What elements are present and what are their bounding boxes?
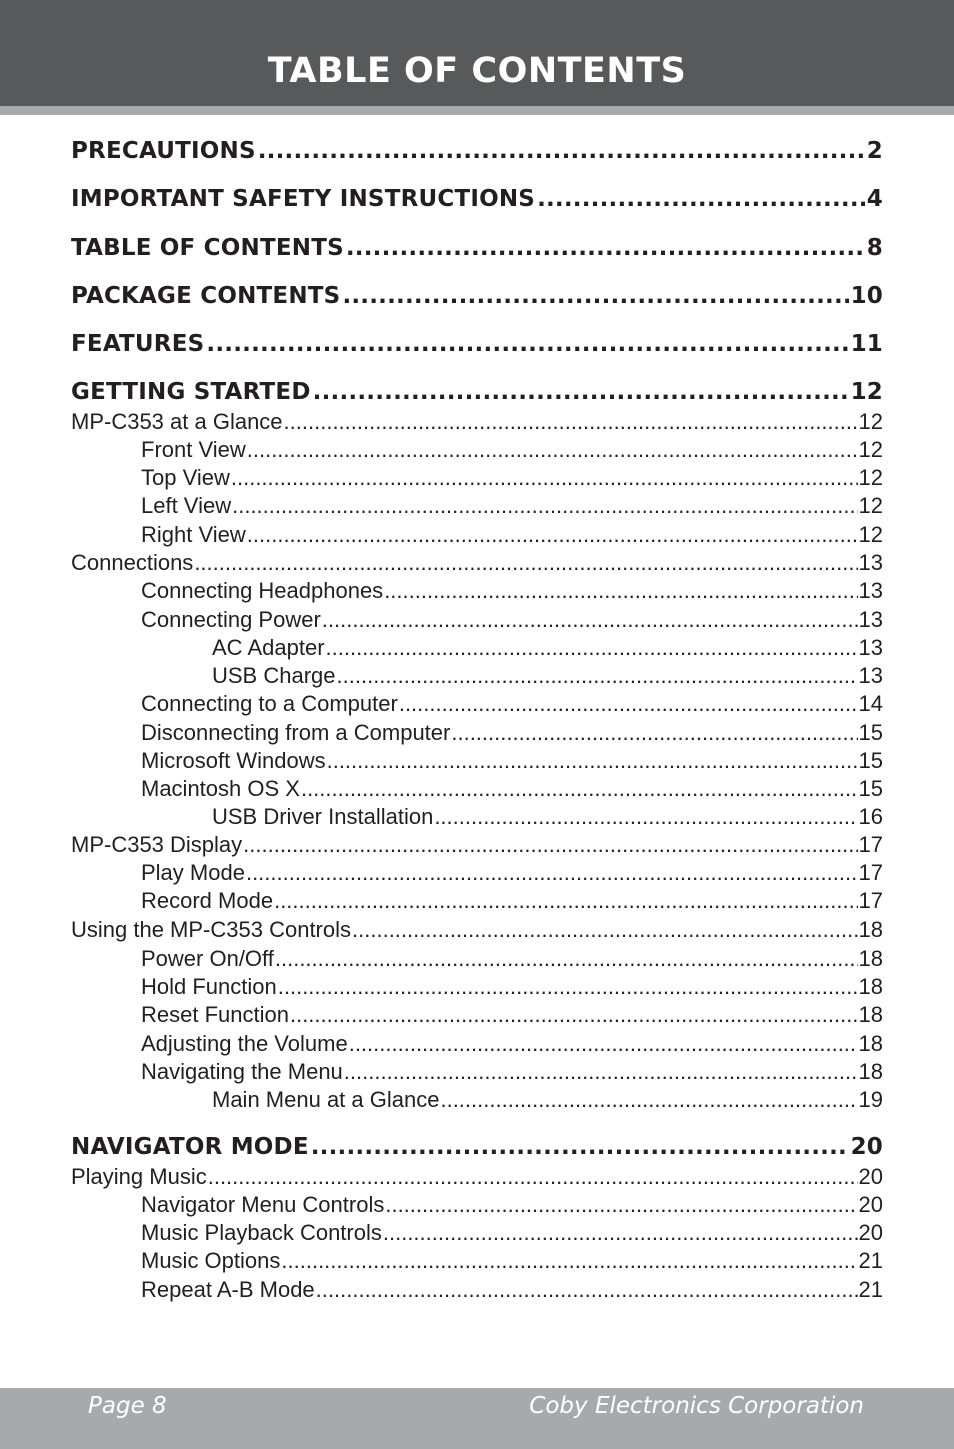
dot-leader <box>274 887 857 915</box>
toc-entry-title: Reset Function <box>141 1002 289 1027</box>
toc-entry-page-number: 18 <box>858 946 883 971</box>
toc-subentry[interactable] <box>141 1276 883 1304</box>
page-title: TABLE OF CONTENTS <box>267 51 687 91</box>
toc-entry-page-number: 13 <box>858 607 883 632</box>
dot-leader <box>301 775 858 803</box>
toc-subentry[interactable] <box>212 634 883 662</box>
dot-leader <box>278 973 858 1001</box>
footer-company-name: Coby Electronics Corporation <box>529 1393 864 1419</box>
toc-entry-title: AC Adapter <box>212 635 325 660</box>
dot-leader <box>352 916 858 944</box>
toc-subentry[interactable] <box>141 492 883 520</box>
dot-leader <box>384 577 857 605</box>
toc-section-entry[interactable] <box>71 233 883 263</box>
toc-entry-title: Connecting to a Computer <box>141 691 398 716</box>
toc-entry-title: Microsoft Windows <box>141 748 326 773</box>
toc-entry-title: Front View <box>141 437 246 462</box>
toc-subentry[interactable] <box>141 887 883 915</box>
toc-entry-title: Macintosh OS X <box>141 776 300 801</box>
toc-entry-title: IMPORTANT SAFETY INSTRUCTIONS <box>71 186 536 212</box>
toc-entry-page-number: 21 <box>858 1248 883 1273</box>
toc-entry-page-number: 4 <box>866 186 883 212</box>
toc-entry-page-number: 12 <box>850 379 883 405</box>
toc-entry-page-number: 2 <box>866 138 883 164</box>
toc-subentry[interactable] <box>141 945 883 973</box>
dot-leader <box>311 1132 849 1162</box>
toc-entry-page-number: 12 <box>858 409 883 434</box>
toc-entry-title: USB Driver Installation <box>212 804 434 829</box>
toc-section-entry[interactable] <box>71 329 883 359</box>
toc-entry-title: Top View <box>141 465 230 490</box>
toc-entry-title: Navigator Menu Controls <box>141 1192 385 1217</box>
dot-leader <box>258 136 865 166</box>
dot-leader <box>281 1247 857 1275</box>
dot-leader <box>383 1219 858 1247</box>
toc-subentry[interactable] <box>212 1086 883 1114</box>
toc-entry-page-number: 12 <box>858 437 883 462</box>
toc-subentry[interactable] <box>141 1247 883 1275</box>
toc-section-entry[interactable] <box>71 136 883 166</box>
toc-entry-title: Connecting Headphones <box>141 578 384 603</box>
dot-leader <box>399 690 858 718</box>
toc-subentry[interactable] <box>71 408 883 436</box>
dot-leader <box>247 521 858 549</box>
dot-leader <box>344 1058 858 1086</box>
toc-entry-title: Main Menu at a Glance <box>212 1087 440 1112</box>
toc-entry-title: Left View <box>141 493 232 518</box>
dot-leader <box>434 803 857 831</box>
toc-entry-title: Music Options <box>141 1248 281 1273</box>
dot-leader <box>451 719 857 747</box>
dot-leader <box>337 662 858 690</box>
header-divider <box>0 106 954 115</box>
dot-leader <box>316 1276 858 1304</box>
dot-leader <box>194 549 857 577</box>
toc-subentry[interactable] <box>71 549 883 577</box>
dot-leader <box>247 436 858 464</box>
toc-subentry[interactable] <box>141 1058 883 1086</box>
toc-entry-title: Record Mode <box>141 888 274 913</box>
toc-entry-page-number: 18 <box>858 1031 883 1056</box>
toc-entry-title: MP-C353 at a Glance <box>71 409 283 434</box>
dot-leader <box>246 859 858 887</box>
toc-subentry[interactable] <box>71 1163 883 1191</box>
toc-entry-page-number: 17 <box>858 832 883 857</box>
toc-entry-page-number: 16 <box>858 804 883 829</box>
toc-subentry[interactable] <box>212 803 883 831</box>
dot-leader <box>313 377 849 407</box>
toc-entry-title: Disconnecting from a Computer <box>141 720 451 745</box>
toc-entry-title: USB Charge <box>212 663 336 688</box>
dot-leader <box>440 1086 857 1114</box>
toc-entry-title: MP-C353 Display <box>71 832 243 857</box>
dot-leader <box>342 281 848 311</box>
toc-section-entry[interactable] <box>71 377 883 407</box>
toc-entry-page-number: 20 <box>858 1192 883 1217</box>
toc-entry-title: Right View <box>141 522 246 547</box>
toc-entry-page-number: 20 <box>858 1164 883 1189</box>
toc-entry-title: Connecting Power <box>141 607 321 632</box>
toc-entry-page-number: 13 <box>858 550 883 575</box>
toc-entry-title: Using the MP-C353 Controls <box>71 917 352 942</box>
toc-entry-title: NAVIGATOR MODE <box>71 1134 309 1160</box>
toc-subentry[interactable] <box>141 1030 883 1058</box>
dot-leader <box>290 1001 858 1029</box>
dot-leader <box>231 464 858 492</box>
toc-entry-title: Adjusting the Volume <box>141 1031 348 1056</box>
toc-entry-title: Hold Function <box>141 974 277 999</box>
dot-leader <box>385 1191 857 1219</box>
toc-entry-title: Connections <box>71 550 194 575</box>
toc-entry-title: PACKAGE CONTENTS <box>71 283 341 309</box>
toc-entry-page-number: 15 <box>858 720 883 745</box>
toc-entry-title: Music Playback Controls <box>141 1220 382 1245</box>
toc-entry-page-number: 12 <box>858 522 883 547</box>
toc-entry-page-number: 18 <box>858 974 883 999</box>
dot-leader <box>346 233 865 263</box>
toc-entry-page-number: 15 <box>858 776 883 801</box>
dot-leader <box>206 329 848 359</box>
footer-page-number: Page 8 <box>88 1393 167 1419</box>
dot-leader <box>537 184 865 214</box>
toc-entry-title: Playing Music <box>71 1164 207 1189</box>
toc-subentry[interactable] <box>141 690 883 718</box>
toc-entry-page-number: 20 <box>858 1220 883 1245</box>
toc-subentry[interactable] <box>141 775 883 803</box>
toc-subentry[interactable] <box>71 916 883 944</box>
toc-entry-page-number: 18 <box>858 1059 883 1084</box>
toc-subentry[interactable] <box>141 1001 883 1029</box>
dot-leader <box>349 1030 858 1058</box>
dot-leader <box>327 747 858 775</box>
dot-leader <box>275 945 858 973</box>
dot-leader <box>232 492 857 520</box>
toc-subentry[interactable] <box>141 436 883 464</box>
toc-entry-page-number: 12 <box>858 493 883 518</box>
toc-subentry[interactable] <box>141 1191 883 1219</box>
toc-entry-page-number: 8 <box>866 235 883 261</box>
toc-entry-page-number: 13 <box>858 578 883 603</box>
toc-subentry[interactable] <box>212 662 883 690</box>
toc-subentry[interactable] <box>141 973 883 1001</box>
dot-leader <box>243 831 857 859</box>
toc-entry-title: PRECAUTIONS <box>71 138 256 164</box>
toc-entry-page-number: 12 <box>858 465 883 490</box>
toc-subentry[interactable] <box>141 577 883 605</box>
toc-section-entry[interactable] <box>71 281 883 311</box>
dot-leader <box>322 606 858 634</box>
toc-entry-title: Repeat A-B Mode <box>141 1277 315 1302</box>
toc-subentry[interactable] <box>141 859 883 887</box>
dot-leader <box>326 634 858 662</box>
toc-entry-page-number: 21 <box>858 1277 883 1302</box>
toc-subentry[interactable] <box>71 831 883 859</box>
toc-entry-page-number: 20 <box>850 1134 883 1160</box>
toc-subentry[interactable] <box>141 606 883 634</box>
toc-entry-title: Power On/Off <box>141 946 274 971</box>
toc-section-entry[interactable] <box>71 184 883 214</box>
toc-entry-page-number: 11 <box>850 331 883 357</box>
toc-section-entry[interactable] <box>71 1132 883 1162</box>
toc-entry-page-number: 18 <box>858 1002 883 1027</box>
toc-entry-page-number: 14 <box>858 691 883 716</box>
toc-entry-page-number: 17 <box>858 888 883 913</box>
toc-entry-title: Play Mode <box>141 860 245 885</box>
toc-entry-page-number: 13 <box>858 663 883 688</box>
toc-entry-title: GETTING STARTED <box>71 379 311 405</box>
toc-subentry[interactable] <box>141 719 883 747</box>
toc-entry-page-number: 17 <box>858 860 883 885</box>
toc-entry-title: Navigating the Menu <box>141 1059 343 1084</box>
toc-entry-page-number: 15 <box>858 748 883 773</box>
toc-entry-title: FEATURES <box>71 331 205 357</box>
toc-entry-page-number: 18 <box>858 917 883 942</box>
toc-subentry[interactable] <box>141 521 883 549</box>
dot-leader <box>208 1163 858 1191</box>
toc-subentry[interactable] <box>141 1219 883 1247</box>
toc-subentry[interactable] <box>141 747 883 775</box>
toc-entry-page-number: 19 <box>858 1087 883 1112</box>
toc-entry-page-number: 13 <box>858 635 883 660</box>
dot-leader <box>284 408 858 436</box>
toc-entry-page-number: 10 <box>850 283 883 309</box>
toc-subentry[interactable] <box>141 464 883 492</box>
toc-entry-title: TABLE OF CONTENTS <box>71 235 344 261</box>
